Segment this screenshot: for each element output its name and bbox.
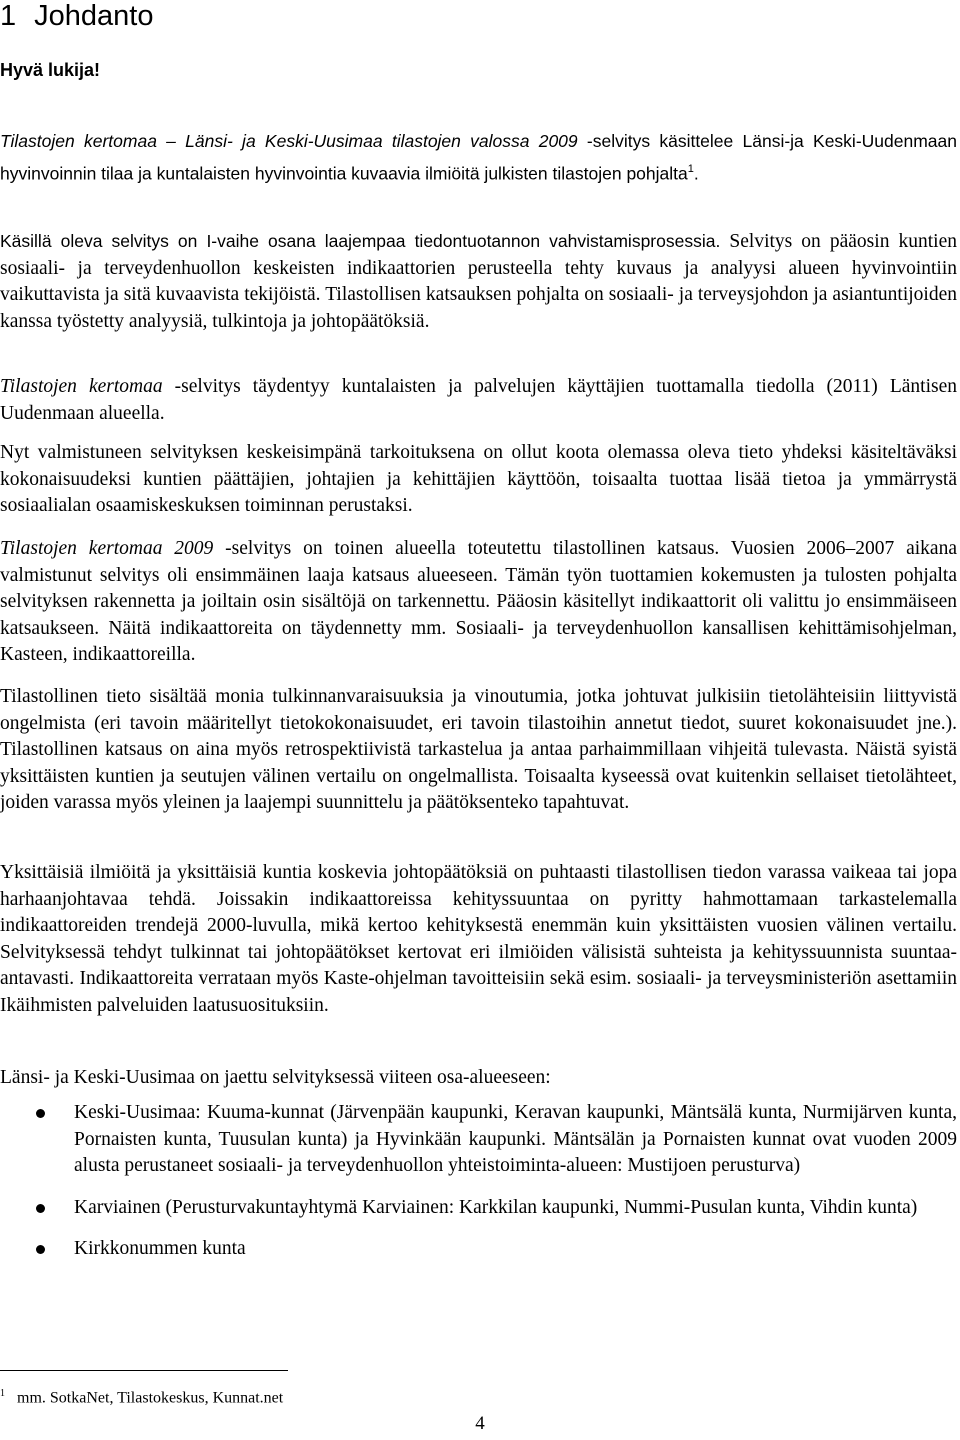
- phase-text: Selvitys on pääosin kuntien sosiaali- ja terveydenhuollon keskeisten indikaattorien perusteella tehty kuvaus ja analyysi alueen hyvinvointiin vaikuttavista ja sitä kuvaavista tekijöistä. Tilastollisen katsauksen pohjalta on sosiaali- ja terveysjohdon ja asiantuntijoiden kanssa työstetty analyysiä, tulkintoja ja johtopäätöksiä.: [0, 231, 957, 332]
- phase-sentence: Käsillä oleva selvitys on I-vaihe osana laajempaa tiedontuotannon vahvistamisprosessia.: [0, 231, 721, 251]
- footnote-divider: [0, 1370, 288, 1371]
- page-number: 4: [475, 1413, 485, 1434]
- list-item: Karviainen (Perusturvakuntayhtymä Karviainen: Karkkilan kaupunki, Nummi-Pusulan kunta, Vihdin kunta): [0, 1195, 957, 1222]
- history-text: -selvitys on toinen alueella toteutettu tilastollinen katsaus. Vuosien 2006–2007 aikana valmistunut selvitys oli ensimmäinen laaja katsaus alueeseen. Tämän työn tuottamien kokemusten ja tulosten pohjalta selvityksen rakennetta ja joiltain osin sisältöjä on tarkennettu. Pääosin käsitellyt indikaattorit oli valittu jo ensimmäiseen katsaukseen. Näitä indikaattoreita on täydennetty mm. Sosiaali- ja terveydenhuollon kansallisen kehittämisohjelman, Kasteen, indikaattoreilla.: [0, 538, 957, 666]
- paragraph-phase: [0, 228, 957, 335]
- list-item: Kirkkonummen kunta: [0, 1236, 957, 1263]
- paragraph-history: [0, 536, 957, 669]
- bullet-icon: [36, 1109, 45, 1118]
- chapter-title: Johdanto: [34, 0, 154, 32]
- footnote-text: mm. SotkaNet, Tilastokeskus, Kunnat.net: [17, 1389, 284, 1407]
- paragraph-purpose: Nyt valmistuneen selvityksen keskeisimpänä tarkoituksena on ollut koota olemassa oleva tieto yhdeksi käsiteltäväksi kokonaisuudeksi kuntien päättäjien, johtajien ja kehittäjien käyttöön, toisaalta tuottaa lisää tietoa ja ymmärrystä sosiaalialan osaamiskeskuksen toiminnan perustaksi.: [0, 442, 957, 517]
- bullet-icon: [36, 1204, 45, 1213]
- history-title: Tilastojen kertomaa 2009: [0, 538, 214, 559]
- paragraph-conclusions: Yksittäisiä ilmiöitä ja yksittäisiä kuntia koskevia johtopäätöksiä on puhtaasti tilastollisen tiedon varassa vaikeaa tai jopa harhaanjohtavaa tehdä. Joissakin indikaattoreissa kehityssuuntaa on pyritty hahmottamaan tarkastelemalla indikaattoreiden trendejä 2000-luvulla, mikä kertoo kehityksestä enemmän kuin yksittäisten vuosien välinen vertailu. Selvityksessä tehdyt tulkinnat tai johtopäätökset kertovat eri ilmiöiden välisistä suhteista ja kehityssuunnista suuntaa-antavasti. Indikaattoreita verrataan myös Kaste-ohjelman tavoitteisiin sekä esim. sosiaali- ja terveysministeriön asettamiin Ikäihmisten palveluiden laatusuosituksiin.: [0, 862, 957, 1016]
- report-subtitle: Länsi- ja Keski-Uusimaa tilastojen valossa 2009: [185, 131, 578, 151]
- supplement-title: Tilastojen kertomaa: [0, 376, 163, 397]
- report-title: Tilastojen kertomaa: [0, 131, 157, 151]
- list-item: Keski-Uusimaa: Kuuma-kunnat (Järvenpään kaupunki, Keravan kaupunki, Mäntsälä kunta, Nurmijärven kunta, Pornaisten kunta, Tuusulan kunta) ja Hyvinkään kaupunki. Mäntsälän ja Pornaisten kunnat ovat vuoden 2009 alusta perustaneet sosiaali- ja terveydenhuollon yhteistoiminta-alueen: Mustijoen perusturva): [0, 1100, 957, 1180]
- intro-text: -selvitys käsittelee Länsi-ja Keski-Uudenmaan hyvinvoinnin tilaa ja kuntalaisten hyvinvointia kuvaavia ilmiöitä julkisten tilastojen pohjalta: [0, 131, 957, 184]
- supplement-text: -selvitys täydentyy kuntalaisten ja palvelujen käyttäjien tuottamalla tiedolla (2011) Läntisen Uudenmaan alueella.: [0, 376, 957, 424]
- paragraph-limitations: Tilastollinen tieto sisältää monia tulkinnanvaraisuuksia ja vinoutumia, jotka johtuvat julkisiin tietolähteisiin liittyvistä ongelmista (eri tavoin määritellyt tietokokonaisuudet, eri tavoin tilastoihin annetut tiedot, suuret kokonaisuudet jne.). Tilastollinen katsaus on aina myös retrospektiivistä tarkastelua ja antaa parhaimmillaan vihjeitä tulevasta. Näistä syistä yksittäisten kuntien ja seutujen välinen vertailu on ongelmallista. Toisaalta kyseessä ovat kuitenkin sellaiset tietolähteet, joiden varassa myös yleinen ja laajempi suunnittelu ja päätöksenteko tapahtuvat.: [0, 686, 957, 814]
- greeting: Hyvä lukija!: [0, 60, 101, 80]
- paragraph-regions-intro: Länsi- ja Keski-Uusimaa on jaettu selvityksessä viiteen osa-alueeseen:: [0, 1067, 551, 1088]
- paragraph-supplement: [0, 374, 957, 427]
- footnote-number: 1: [0, 1388, 5, 1399]
- region-list: [0, 1100, 957, 1278]
- bullet-icon: [36, 1245, 45, 1254]
- title-dash: –: [156, 131, 186, 151]
- chapter-heading: [0, 0, 153, 32]
- footnote: [0, 1384, 283, 1408]
- paragraph-intro: [0, 128, 957, 188]
- footnote-ref: 1: [687, 162, 694, 175]
- intro-end: .: [693, 163, 699, 184]
- chapter-number: 1: [0, 0, 17, 32]
